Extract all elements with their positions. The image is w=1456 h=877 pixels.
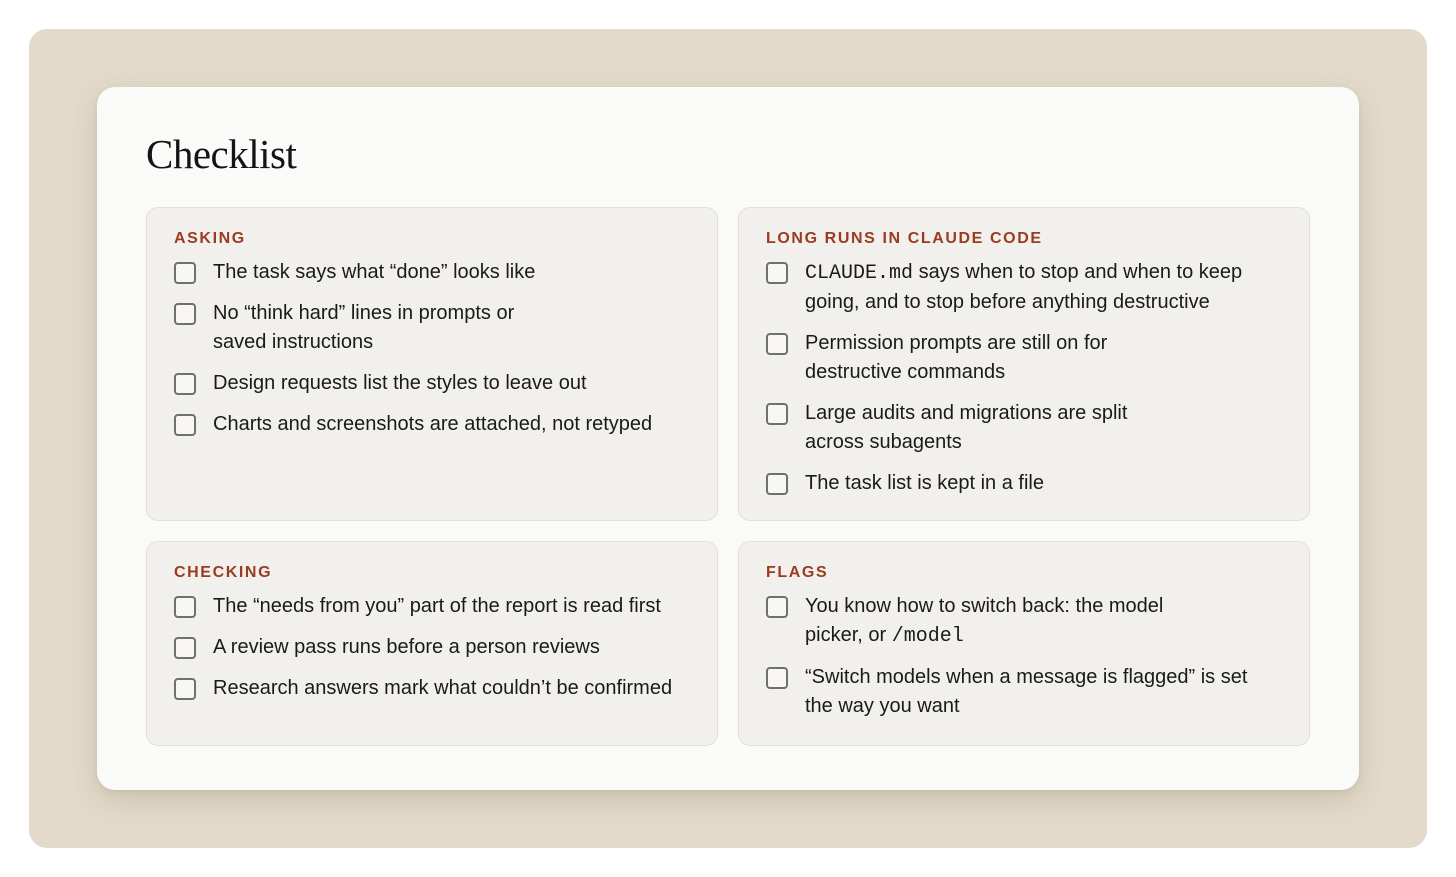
checklist-item[interactable] <box>174 258 699 287</box>
section-label-long-runs: LONG RUNS IN CLAUDE CODE <box>766 230 1043 247</box>
checklist-item[interactable] <box>766 399 1291 457</box>
item-text: Research answers mark what couldn’t be confirmed <box>213 677 673 699</box>
checklist-asking <box>174 258 699 451</box>
checkbox[interactable] <box>766 333 788 355</box>
checklist-item[interactable] <box>766 258 1291 317</box>
item-text: No “think hard” lines in prompts or saved instructions <box>213 302 515 353</box>
checklist-flags <box>766 592 1291 733</box>
checklist-item[interactable] <box>766 329 1291 387</box>
checkbox[interactable] <box>766 262 788 284</box>
checkbox[interactable] <box>174 678 196 700</box>
checklist-item[interactable] <box>174 633 699 662</box>
checkbox[interactable] <box>174 414 196 436</box>
checkbox[interactable] <box>174 303 196 325</box>
item-text: CLAUDE.md says when to stop and when to keep going, and to stop before anything destructive <box>805 261 1243 313</box>
checkbox[interactable] <box>766 473 788 495</box>
checkbox[interactable] <box>766 596 788 618</box>
checklist-long-runs <box>766 258 1291 510</box>
checkbox[interactable] <box>174 637 196 659</box>
checklist-item[interactable] <box>766 592 1291 651</box>
code-filename: CLAUDE.md <box>805 262 914 285</box>
checklist-checking <box>174 592 699 715</box>
checklist-item[interactable] <box>174 674 699 703</box>
item-text: The “needs from you” part of the report is read first <box>213 595 661 617</box>
section-label-checking: CHECKING <box>174 564 273 581</box>
checklist-item[interactable] <box>766 469 1291 498</box>
item-text: Design requests list the styles to leave out <box>213 372 587 394</box>
checklist-item[interactable] <box>174 410 699 439</box>
checklist-item[interactable] <box>174 369 699 398</box>
item-text: Large audits and migrations are split across subagents <box>805 402 1128 453</box>
page-title: Checklist <box>146 131 297 177</box>
item-text: A review pass runs before a person reviews <box>213 636 600 658</box>
item-text: You know how to switch back: the model picker, or /model <box>805 595 1164 648</box>
checkbox[interactable] <box>766 667 788 689</box>
checkbox[interactable] <box>174 262 196 284</box>
checklist-item[interactable] <box>174 299 699 357</box>
section-long-runs <box>738 207 1310 521</box>
item-text: “Switch models when a message is flagged” is set the way you want <box>805 666 1248 717</box>
section-label-flags: FLAGS <box>766 564 829 581</box>
section-flags <box>738 541 1310 746</box>
code-command: /model <box>891 625 964 648</box>
checklist-item[interactable] <box>174 592 699 621</box>
section-checking <box>146 541 718 746</box>
item-text: The task list is kept in a file <box>805 472 1044 494</box>
section-asking <box>146 207 718 521</box>
item-text: The task says what “done” looks like <box>213 261 536 283</box>
checkbox[interactable] <box>766 403 788 425</box>
item-text: Charts and screenshots are attached, not retyped <box>213 413 653 435</box>
checklist-item[interactable] <box>766 663 1291 721</box>
checkbox[interactable] <box>174 596 196 618</box>
item-text: Permission prompts are still on for destructive commands <box>805 332 1108 383</box>
section-label-asking: ASKING <box>174 230 246 247</box>
checkbox[interactable] <box>174 373 196 395</box>
